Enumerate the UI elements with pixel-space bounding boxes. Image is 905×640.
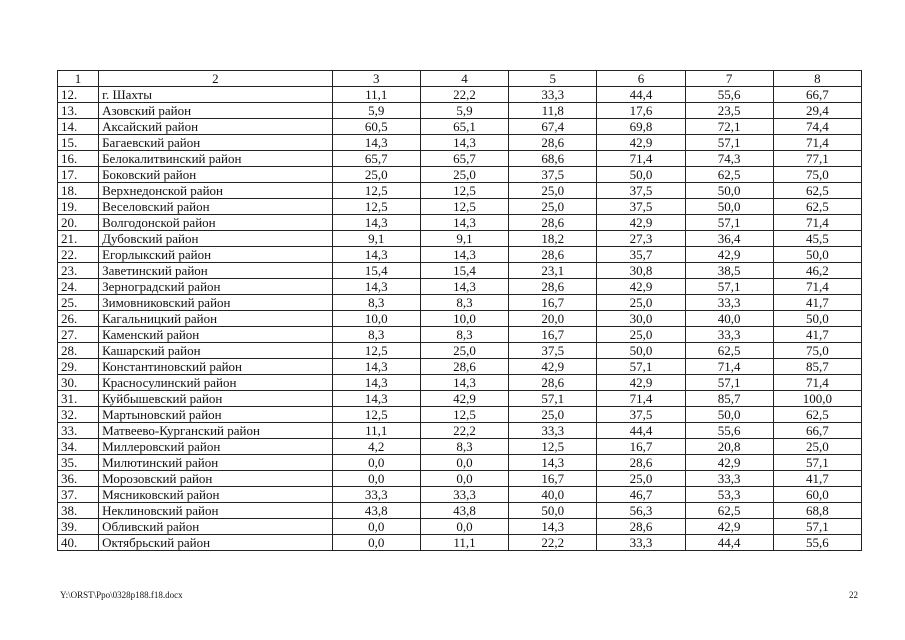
value-cell: 25,0 [509, 407, 597, 423]
value-cell: 12,5 [420, 407, 508, 423]
value-cell: 20,0 [509, 311, 597, 327]
value-cell: 14,3 [332, 215, 420, 231]
value-cell: 71,4 [773, 375, 861, 391]
footer-file-path: Y:\ORST\Ppo\0328p188.f18.docx [60, 590, 183, 600]
value-cell: 62,5 [685, 503, 773, 519]
value-cell: 8,3 [420, 295, 508, 311]
value-cell: 25,0 [420, 167, 508, 183]
district-name-cell: г. Шахты [99, 87, 333, 103]
value-cell: 12,5 [332, 199, 420, 215]
value-cell: 4,2 [332, 439, 420, 455]
value-cell: 33,3 [597, 535, 685, 551]
row-number-cell: 34. [58, 439, 99, 455]
row-number-cell: 24. [58, 279, 99, 295]
value-cell: 71,4 [685, 359, 773, 375]
value-cell: 66,7 [773, 423, 861, 439]
value-cell: 57,1 [685, 375, 773, 391]
value-cell: 14,3 [420, 279, 508, 295]
table-row [58, 103, 862, 119]
value-cell: 72,1 [685, 119, 773, 135]
value-cell: 66,7 [773, 87, 861, 103]
value-cell: 12,5 [509, 439, 597, 455]
value-cell: 68,6 [509, 151, 597, 167]
value-cell: 85,7 [685, 391, 773, 407]
district-name-cell: Милютинский район [99, 455, 333, 471]
value-cell: 74,4 [773, 119, 861, 135]
value-cell: 65,7 [420, 151, 508, 167]
value-cell: 37,5 [597, 407, 685, 423]
value-cell: 20,8 [685, 439, 773, 455]
value-cell: 65,7 [332, 151, 420, 167]
value-cell: 33,3 [420, 487, 508, 503]
value-cell: 44,4 [685, 535, 773, 551]
district-name-cell: Багаевский район [99, 135, 333, 151]
value-cell: 65,1 [420, 119, 508, 135]
value-cell: 23,1 [509, 263, 597, 279]
value-cell: 30,0 [597, 311, 685, 327]
value-cell: 14,3 [332, 247, 420, 263]
district-name-cell: Заветинский район [99, 263, 333, 279]
table-row [58, 199, 862, 215]
district-name-cell: Каменский район [99, 327, 333, 343]
value-cell: 14,3 [332, 279, 420, 295]
district-name-cell: Дубовский район [99, 231, 333, 247]
value-cell: 25,0 [509, 183, 597, 199]
district-name-cell: Константиновский район [99, 359, 333, 375]
value-cell: 68,8 [773, 503, 861, 519]
value-cell: 41,7 [773, 295, 861, 311]
value-cell: 50,0 [597, 167, 685, 183]
value-cell: 57,1 [773, 455, 861, 471]
value-cell: 37,5 [597, 199, 685, 215]
value-cell: 42,9 [685, 247, 773, 263]
table-row [58, 135, 862, 151]
value-cell: 28,6 [597, 519, 685, 535]
value-cell: 44,4 [597, 87, 685, 103]
value-cell: 57,1 [597, 359, 685, 375]
table-row [58, 487, 862, 503]
table-row [58, 375, 862, 391]
value-cell: 15,4 [332, 263, 420, 279]
table-row [58, 471, 862, 487]
table-row [58, 407, 862, 423]
value-cell: 42,9 [597, 135, 685, 151]
value-cell: 28,6 [509, 215, 597, 231]
header-cell: 6 [597, 71, 685, 87]
value-cell: 100,0 [773, 391, 861, 407]
value-cell: 12,5 [332, 407, 420, 423]
value-cell: 22,2 [420, 423, 508, 439]
value-cell: 15,4 [420, 263, 508, 279]
footer-page-number: 22 [849, 590, 858, 600]
value-cell: 33,3 [332, 487, 420, 503]
value-cell: 9,1 [420, 231, 508, 247]
value-cell: 28,6 [509, 135, 597, 151]
row-number-cell: 40. [58, 535, 99, 551]
value-cell: 42,9 [597, 215, 685, 231]
value-cell: 12,5 [420, 183, 508, 199]
row-number-cell: 31. [58, 391, 99, 407]
value-cell: 0,0 [420, 471, 508, 487]
value-cell: 37,5 [509, 343, 597, 359]
header-cell: 7 [685, 71, 773, 87]
value-cell: 46,7 [597, 487, 685, 503]
table-body [58, 71, 862, 551]
value-cell: 43,8 [332, 503, 420, 519]
value-cell: 17,6 [597, 103, 685, 119]
district-name-cell: Белокалитвинский район [99, 151, 333, 167]
value-cell: 14,3 [509, 519, 597, 535]
value-cell: 42,9 [685, 519, 773, 535]
value-cell: 75,0 [773, 167, 861, 183]
row-number-cell: 28. [58, 343, 99, 359]
row-number-cell: 14. [58, 119, 99, 135]
value-cell: 11,8 [509, 103, 597, 119]
value-cell: 74,3 [685, 151, 773, 167]
value-cell: 14,3 [332, 391, 420, 407]
value-cell: 22,2 [509, 535, 597, 551]
value-cell: 16,7 [509, 295, 597, 311]
value-cell: 57,1 [685, 279, 773, 295]
value-cell: 0,0 [332, 519, 420, 535]
value-cell: 50,0 [685, 183, 773, 199]
table-row [58, 119, 862, 135]
value-cell: 14,3 [332, 359, 420, 375]
header-cell: 8 [773, 71, 861, 87]
value-cell: 33,3 [509, 423, 597, 439]
value-cell: 25,0 [597, 471, 685, 487]
table-row [58, 183, 862, 199]
row-number-cell: 38. [58, 503, 99, 519]
value-cell: 23,5 [685, 103, 773, 119]
table-row [58, 295, 862, 311]
value-cell: 57,1 [773, 519, 861, 535]
value-cell: 14,3 [420, 135, 508, 151]
row-number-cell: 23. [58, 263, 99, 279]
row-number-cell: 37. [58, 487, 99, 503]
row-number-cell: 20. [58, 215, 99, 231]
row-number-cell: 21. [58, 231, 99, 247]
value-cell: 37,5 [597, 183, 685, 199]
value-cell: 50,0 [773, 247, 861, 263]
district-name-cell: Неклиновский район [99, 503, 333, 519]
value-cell: 28,6 [509, 279, 597, 295]
table-row [58, 151, 862, 167]
row-number-cell: 12. [58, 87, 99, 103]
value-cell: 10,0 [420, 311, 508, 327]
table-row [58, 391, 862, 407]
row-number-cell: 30. [58, 375, 99, 391]
value-cell: 41,7 [773, 471, 861, 487]
district-name-cell: Кашарский район [99, 343, 333, 359]
value-cell: 29,4 [773, 103, 861, 119]
table-row [58, 87, 862, 103]
value-cell: 0,0 [332, 535, 420, 551]
table-row [58, 311, 862, 327]
district-name-cell: Мясниковский район [99, 487, 333, 503]
value-cell: 62,5 [773, 199, 861, 215]
district-name-cell: Веселовский район [99, 199, 333, 215]
district-name-cell: Миллеровский район [99, 439, 333, 455]
value-cell: 85,7 [773, 359, 861, 375]
value-cell: 10,0 [332, 311, 420, 327]
row-number-cell: 26. [58, 311, 99, 327]
value-cell: 60,0 [773, 487, 861, 503]
value-cell: 35,7 [597, 247, 685, 263]
district-name-cell: Матвеево-Курганский район [99, 423, 333, 439]
row-number-cell: 25. [58, 295, 99, 311]
table-row [58, 439, 862, 455]
value-cell: 18,2 [509, 231, 597, 247]
value-cell: 0,0 [332, 471, 420, 487]
value-cell: 50,0 [597, 343, 685, 359]
table-header-row [58, 71, 862, 87]
value-cell: 25,0 [597, 295, 685, 311]
district-name-cell: Кагальницкий район [99, 311, 333, 327]
value-cell: 12,5 [332, 343, 420, 359]
table-row [58, 263, 862, 279]
value-cell: 40,0 [685, 311, 773, 327]
value-cell: 14,3 [509, 455, 597, 471]
value-cell: 50,0 [773, 311, 861, 327]
district-name-cell: Боковский район [99, 167, 333, 183]
value-cell: 25,0 [509, 199, 597, 215]
value-cell: 9,1 [332, 231, 420, 247]
district-name-cell: Морозовский район [99, 471, 333, 487]
value-cell: 43,8 [420, 503, 508, 519]
table-row [58, 327, 862, 343]
table-row [58, 247, 862, 263]
value-cell: 57,1 [509, 391, 597, 407]
value-cell: 8,3 [332, 295, 420, 311]
value-cell: 14,3 [420, 375, 508, 391]
value-cell: 14,3 [420, 215, 508, 231]
row-number-cell: 35. [58, 455, 99, 471]
value-cell: 42,9 [597, 375, 685, 391]
value-cell: 38,5 [685, 263, 773, 279]
value-cell: 5,9 [332, 103, 420, 119]
value-cell: 12,5 [420, 199, 508, 215]
value-cell: 45,5 [773, 231, 861, 247]
value-cell: 16,7 [509, 471, 597, 487]
district-name-cell: Зерноградский район [99, 279, 333, 295]
district-name-cell: Аксайский район [99, 119, 333, 135]
value-cell: 50,0 [685, 407, 773, 423]
value-cell: 11,1 [420, 535, 508, 551]
table-row [58, 455, 862, 471]
value-cell: 56,3 [597, 503, 685, 519]
data-table [57, 70, 862, 551]
row-number-cell: 22. [58, 247, 99, 263]
header-cell: 3 [332, 71, 420, 87]
value-cell: 42,9 [420, 391, 508, 407]
header-cell: 2 [99, 71, 333, 87]
value-cell: 25,0 [597, 327, 685, 343]
table-row [58, 231, 862, 247]
value-cell: 16,7 [597, 439, 685, 455]
value-cell: 28,6 [420, 359, 508, 375]
value-cell: 33,3 [509, 87, 597, 103]
value-cell: 57,1 [685, 215, 773, 231]
value-cell: 41,7 [773, 327, 861, 343]
row-number-cell: 32. [58, 407, 99, 423]
row-number-cell: 18. [58, 183, 99, 199]
row-number-cell: 39. [58, 519, 99, 535]
value-cell: 55,6 [773, 535, 861, 551]
value-cell: 71,4 [597, 151, 685, 167]
value-cell: 33,3 [685, 327, 773, 343]
value-cell: 25,0 [420, 343, 508, 359]
value-cell: 37,5 [509, 167, 597, 183]
value-cell: 69,8 [597, 119, 685, 135]
district-name-cell: Зимовниковский район [99, 295, 333, 311]
value-cell: 11,1 [332, 87, 420, 103]
table-row [58, 359, 862, 375]
value-cell: 50,0 [685, 199, 773, 215]
value-cell: 14,3 [332, 375, 420, 391]
value-cell: 36,4 [685, 231, 773, 247]
value-cell: 8,3 [420, 327, 508, 343]
value-cell: 42,9 [685, 455, 773, 471]
value-cell: 8,3 [332, 327, 420, 343]
value-cell: 14,3 [420, 247, 508, 263]
value-cell: 62,5 [773, 407, 861, 423]
value-cell: 0,0 [332, 455, 420, 471]
district-name-cell: Октябрьский район [99, 535, 333, 551]
value-cell: 60,5 [332, 119, 420, 135]
value-cell: 25,0 [773, 439, 861, 455]
value-cell: 55,6 [685, 423, 773, 439]
value-cell: 62,5 [773, 183, 861, 199]
row-number-cell: 19. [58, 199, 99, 215]
header-cell: 5 [509, 71, 597, 87]
district-name-cell: Красносулинский район [99, 375, 333, 391]
value-cell: 11,1 [332, 423, 420, 439]
row-number-cell: 27. [58, 327, 99, 343]
value-cell: 42,9 [597, 279, 685, 295]
district-name-cell: Азовский район [99, 103, 333, 119]
value-cell: 75,0 [773, 343, 861, 359]
value-cell: 27,3 [597, 231, 685, 247]
row-number-cell: 17. [58, 167, 99, 183]
value-cell: 55,6 [685, 87, 773, 103]
row-number-cell: 16. [58, 151, 99, 167]
header-cell: 4 [420, 71, 508, 87]
header-cell: 1 [58, 71, 99, 87]
district-name-cell: Верхнедонской район [99, 183, 333, 199]
table-row [58, 215, 862, 231]
value-cell: 14,3 [332, 135, 420, 151]
table-row [58, 279, 862, 295]
value-cell: 30,8 [597, 263, 685, 279]
district-name-cell: Егорлыкский район [99, 247, 333, 263]
value-cell: 8,3 [420, 439, 508, 455]
value-cell: 62,5 [685, 167, 773, 183]
value-cell: 33,3 [685, 471, 773, 487]
value-cell: 67,4 [509, 119, 597, 135]
value-cell: 44,4 [597, 423, 685, 439]
table-row [58, 535, 862, 551]
value-cell: 22,2 [420, 87, 508, 103]
value-cell: 77,1 [773, 151, 861, 167]
table-row [58, 343, 862, 359]
table-row [58, 167, 862, 183]
row-number-cell: 33. [58, 423, 99, 439]
table-row [58, 503, 862, 519]
value-cell: 71,4 [597, 391, 685, 407]
value-cell: 12,5 [332, 183, 420, 199]
district-name-cell: Волгодонской район [99, 215, 333, 231]
value-cell: 33,3 [685, 295, 773, 311]
value-cell: 57,1 [685, 135, 773, 151]
value-cell: 0,0 [420, 455, 508, 471]
value-cell: 5,9 [420, 103, 508, 119]
table-row [58, 423, 862, 439]
district-name-cell: Куйбышевский район [99, 391, 333, 407]
row-number-cell: 29. [58, 359, 99, 375]
value-cell: 40,0 [509, 487, 597, 503]
value-cell: 50,0 [509, 503, 597, 519]
value-cell: 42,9 [509, 359, 597, 375]
district-name-cell: Обливский район [99, 519, 333, 535]
table-row [58, 519, 862, 535]
value-cell: 71,4 [773, 135, 861, 151]
value-cell: 71,4 [773, 215, 861, 231]
value-cell: 28,6 [509, 247, 597, 263]
district-name-cell: Мартыновский район [99, 407, 333, 423]
row-number-cell: 13. [58, 103, 99, 119]
value-cell: 46,2 [773, 263, 861, 279]
value-cell: 16,7 [509, 327, 597, 343]
value-cell: 71,4 [773, 279, 861, 295]
value-cell: 53,3 [685, 487, 773, 503]
value-cell: 28,6 [597, 455, 685, 471]
value-cell: 28,6 [509, 375, 597, 391]
value-cell: 62,5 [685, 343, 773, 359]
row-number-cell: 36. [58, 471, 99, 487]
row-number-cell: 15. [58, 135, 99, 151]
value-cell: 0,0 [420, 519, 508, 535]
value-cell: 25,0 [332, 167, 420, 183]
